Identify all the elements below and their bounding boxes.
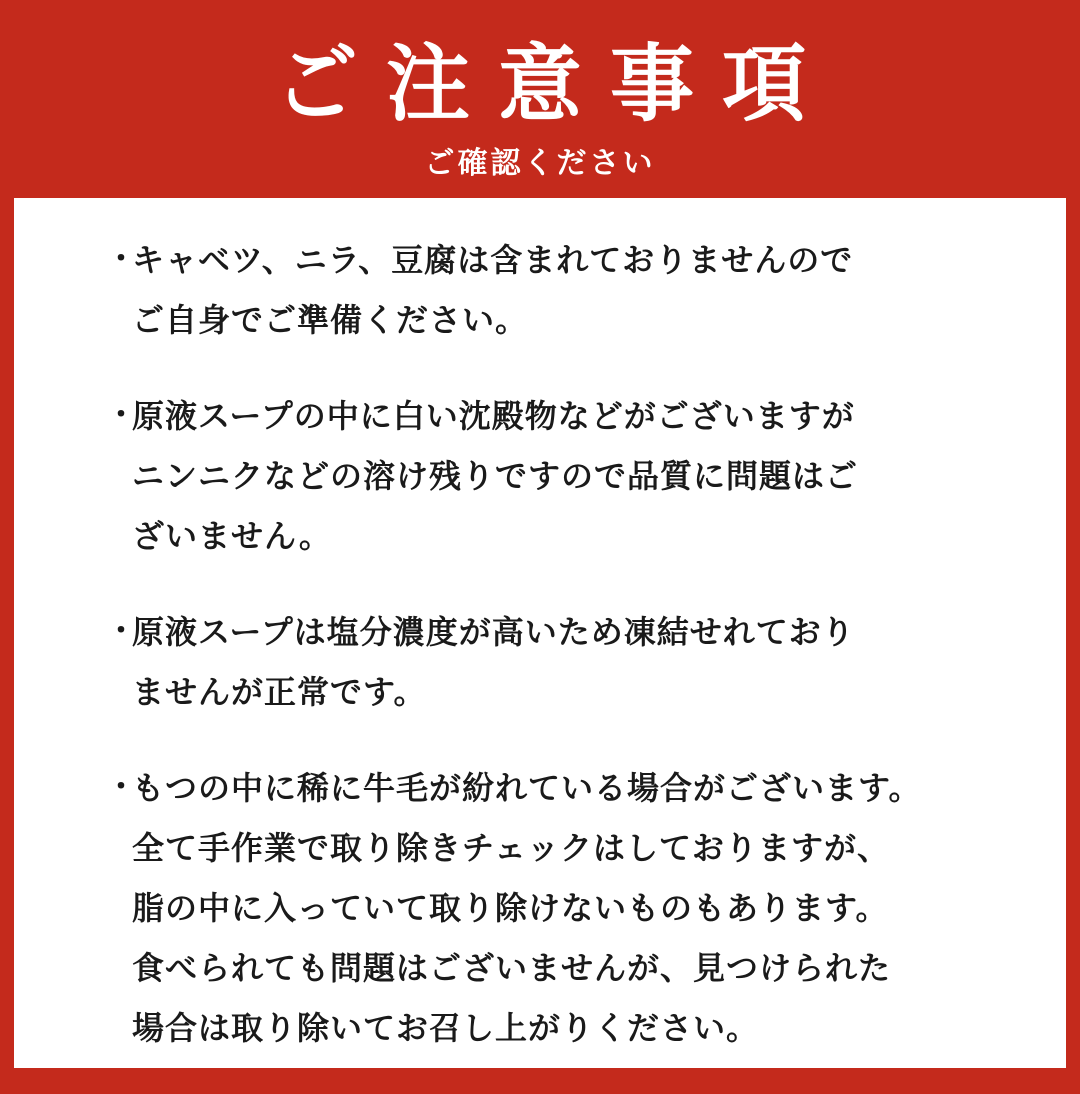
- note-item: [100, 758, 1040, 1058]
- note-text-line: ませんが正常です。: [132, 673, 427, 711]
- note-text-line: ざいません。: [132, 517, 332, 555]
- note-text-line: キャベツ、ニラ、豆腐は含まれておりませんので: [132, 241, 854, 279]
- notes-list: [100, 230, 1040, 1094]
- bullet-icon: ・: [106, 398, 136, 433]
- note-item: [100, 230, 1040, 350]
- notes-panel: [14, 198, 1066, 1068]
- bullet-icon: ・: [106, 770, 136, 805]
- bullet-icon: ・: [106, 614, 136, 649]
- note-text-line: 場合は取り除いてお召し上がりください。: [132, 1009, 760, 1047]
- page-title: ご注意事項: [273, 35, 834, 133]
- note-text-line: 食べられても問題はございませんが、見つけられた: [132, 949, 892, 987]
- note-item: [100, 386, 1040, 566]
- note-text-line: 全て手作業で取り除きチェックはしておりますが、: [132, 829, 891, 867]
- note-text-line: 脂の中に入っていて取り除けないものもあります。: [132, 889, 889, 927]
- page-subtitle: ご確認ください: [424, 146, 656, 181]
- note-text-line: 原液スープは塩分濃度が高いため凍結せれており: [132, 613, 855, 651]
- note-text-line: もつの中に稀に牛毛が紛れている場合がございます。: [132, 769, 922, 807]
- note-text-line: ニンニクなどの溶け残りですので品質に問題はご: [132, 457, 859, 495]
- bullet-icon: ・: [106, 242, 136, 277]
- note-item: [100, 602, 1040, 722]
- note-text-line: ご自身でご準備ください。: [132, 301, 529, 339]
- note-text-line: 原液スープの中に白い沈殿物などがございますが: [132, 397, 855, 435]
